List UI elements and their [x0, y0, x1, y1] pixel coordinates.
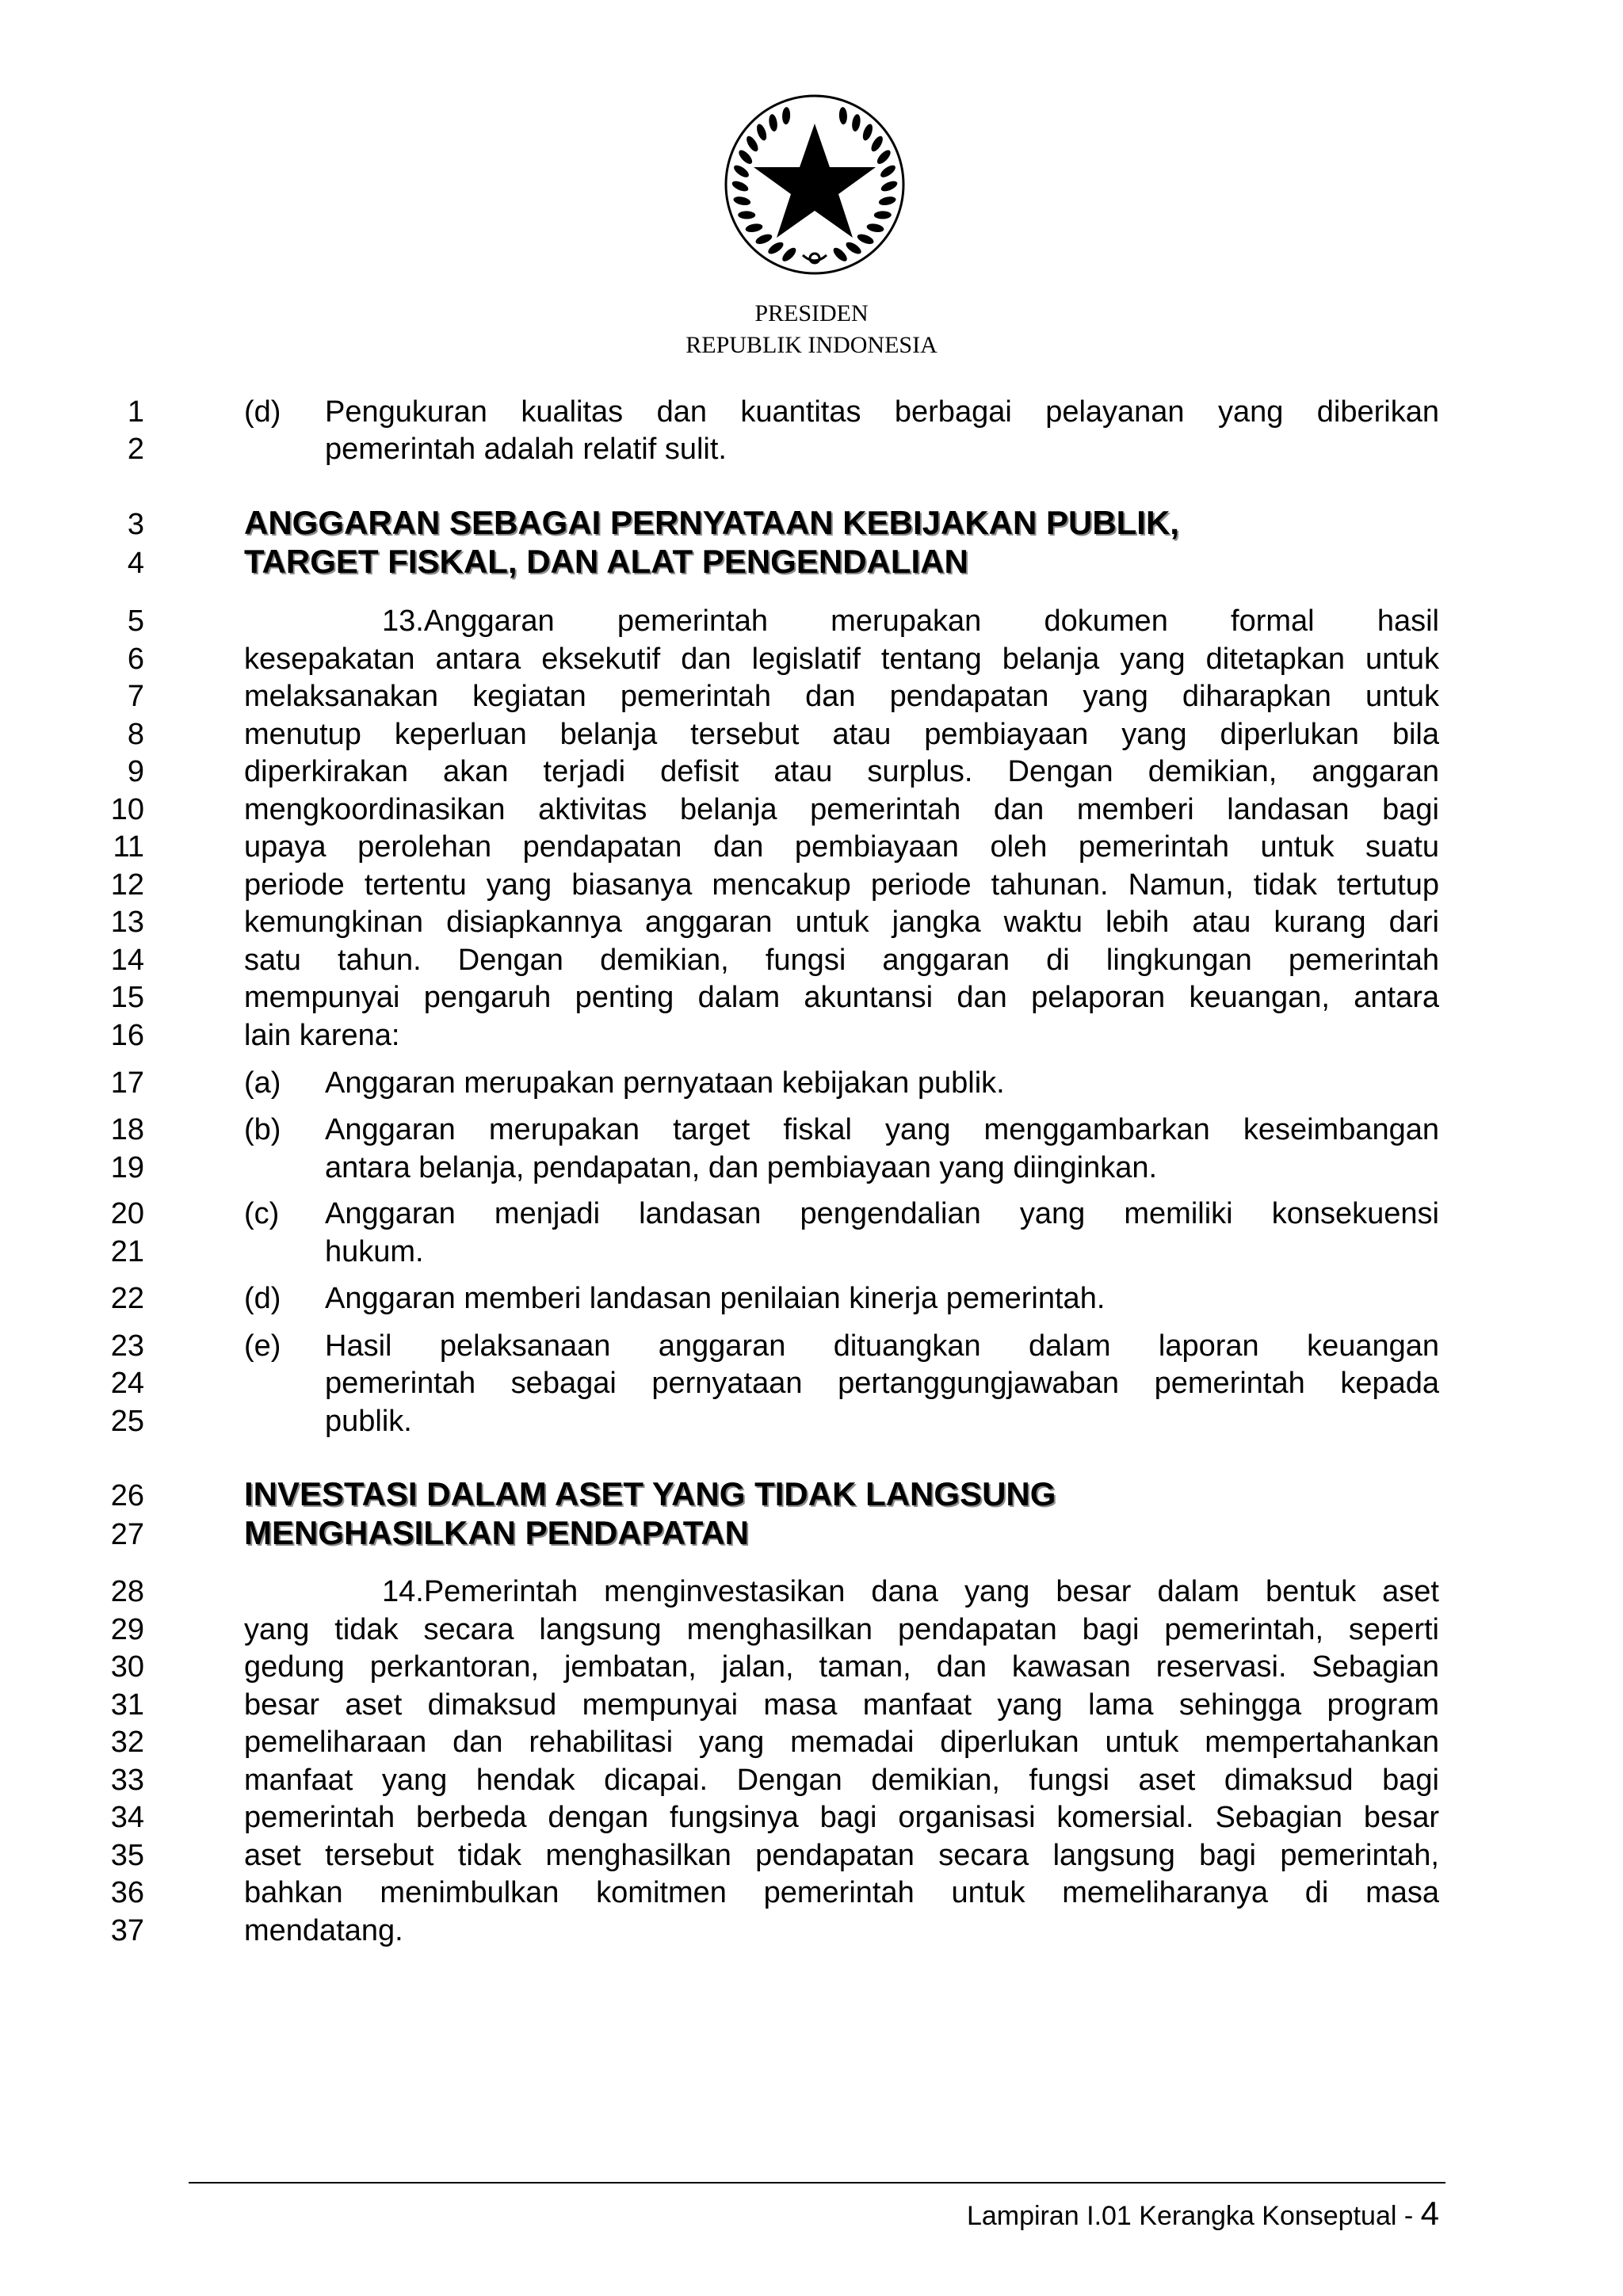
list-marker: (d)	[244, 1282, 281, 1315]
wreath-leaf	[780, 246, 798, 264]
line-number: 11	[113, 830, 144, 864]
wreath-leaf	[732, 195, 751, 206]
line-number: 14	[110, 944, 144, 977]
page-number: 4	[1420, 2195, 1439, 2232]
wreath-leaf	[875, 148, 892, 166]
text-line: pemerintah adalah relatif sulit.	[325, 433, 727, 466]
line-number: 2	[127, 433, 144, 466]
paragraph-line: manfaat yang hendak dicapai. Dengan demikian, fungsi aset dimaksud bagi	[244, 1764, 1439, 1797]
line-number: 21	[110, 1235, 144, 1268]
wreath-leaf	[869, 135, 885, 154]
paragraph-line: lain karena:	[244, 1019, 400, 1052]
line-number: 13	[110, 906, 144, 939]
section-heading: MENGHASILKAN PENDAPATAN	[244, 1514, 749, 1551]
line-number: 16	[110, 1019, 144, 1052]
footer-divider	[189, 2182, 1445, 2183]
list-item-line: Anggaran merupakan pernyataan kebijakan publik.	[325, 1066, 1005, 1100]
paragraph-line: kemungkinan disiapkannya anggaran untuk jangka waktu lebih atau kurang dari	[244, 906, 1439, 939]
line-number: 10	[110, 793, 144, 826]
line-number: 17	[110, 1066, 144, 1100]
line-number: 35	[110, 1839, 144, 1872]
wreath-leaf	[754, 232, 773, 246]
line-number: 34	[110, 1801, 144, 1834]
line-number: 32	[110, 1726, 144, 1759]
line-number: 6	[127, 643, 144, 676]
paragraph-line: kesepakatan antara eksekutif dan legislatif tentang belanja yang ditetapkan untuk	[244, 643, 1439, 676]
line-number: 18	[110, 1113, 144, 1146]
wreath-leaf	[732, 163, 751, 180]
wreath-leaf	[844, 240, 863, 256]
text-line: Pengukuran kualitas dan kuantitas berbagai pelayanan yang diberikan	[325, 395, 1439, 429]
line-number: 5	[127, 605, 144, 638]
header-republik-indonesia: REPUBLIK INDONESIA	[685, 332, 938, 358]
paragraph-line: bahkan menimbulkan komitmen pemerintah untuk memeliharanya di masa	[244, 1876, 1439, 1909]
list-item-line: hukum.	[325, 1235, 424, 1268]
paragraph-line: mempunyai pengaruh penting dalam akuntansi dan pelaporan keuangan, antara	[244, 981, 1439, 1014]
line-number: 24	[110, 1367, 144, 1400]
wreath-leaf	[755, 123, 769, 142]
line-number: 25	[110, 1405, 144, 1438]
list-item-line: Anggaran merupakan target fiskal yang menggambarkan keseimbangan	[325, 1113, 1439, 1146]
line-number: 22	[110, 1282, 144, 1315]
list-marker: (e)	[244, 1329, 281, 1363]
wreath-leaf	[851, 113, 861, 132]
list-marker: (a)	[244, 1066, 281, 1100]
paragraph-line: pemerintah berbeda dengan fungsinya bagi organisasi komersial. Sebagian besar	[244, 1801, 1439, 1834]
page-footer	[967, 2195, 1439, 2235]
line-number: 36	[110, 1876, 144, 1909]
line-number: 20	[110, 1197, 144, 1230]
wreath-leaf	[731, 179, 750, 193]
wreath-leaf	[745, 223, 763, 234]
paragraph-line: 13.Anggaran pemerintah merupakan dokumen formal hasil	[382, 605, 1439, 638]
line-number: 3	[127, 508, 144, 541]
line-number: 23	[110, 1329, 144, 1363]
wreath-leaf	[874, 211, 892, 219]
paragraph-line: melaksanakan kegiatan pemerintah dan pendapatan yang diharapkan untuk	[244, 680, 1439, 713]
wreath-leaf	[768, 113, 778, 132]
paragraph-line: mengkoordinasikan aktivitas belanja pemerintah dan memberi landasan bagi	[244, 793, 1439, 826]
line-number: 9	[127, 755, 144, 788]
paragraph-line: mendatang.	[244, 1914, 403, 1947]
paragraph-line: gedung perkantoran, jembatan, jalan, taman, dan kawasan reservasi. Sebagian	[244, 1650, 1439, 1684]
line-number: 8	[127, 718, 144, 751]
list-marker: (d)	[244, 395, 281, 429]
list-item-line: Hasil pelaksanaan anggaran dituangkan dalam laporan keuangan	[325, 1329, 1439, 1363]
wreath-leaf	[766, 240, 785, 256]
line-number: 19	[110, 1151, 144, 1184]
wreath-leaf	[782, 107, 791, 124]
line-number: 26	[110, 1479, 144, 1512]
line-number: 29	[110, 1613, 144, 1646]
wreath-leaf	[879, 163, 898, 180]
list-item-line: Anggaran menjadi landasan pengendalian yang memiliki konsekuensi	[325, 1197, 1439, 1230]
wreath-leaf	[838, 107, 847, 124]
line-number: 7	[127, 680, 144, 713]
section-heading: ANGGARAN SEBAGAI PERNYATAAN KEBIJAKAN PUBLIK,	[244, 504, 1179, 541]
presidential-emblem-icon	[716, 86, 914, 284]
paragraph-line: satu tahun. Dengan demikian, fungsi anggaran di lingkungan pemerintah	[244, 944, 1439, 977]
line-number: 28	[110, 1575, 144, 1608]
section-heading: TARGET FISKAL, DAN ALAT PENGENDALIAN	[244, 543, 968, 580]
line-number: 33	[110, 1764, 144, 1797]
list-item-line: Anggaran memberi landasan penilaian kinerja pemerintah.	[325, 1282, 1106, 1315]
list-item-line: publik.	[325, 1405, 412, 1438]
wreath-leaf	[866, 223, 884, 234]
list-marker: (c)	[244, 1197, 280, 1230]
wreath-leaf	[856, 232, 875, 246]
list-item-line: antara belanja, pendapatan, dan pembiayaan yang diinginkan.	[325, 1151, 1158, 1184]
paragraph-line: yang tidak secara langsung menghasilkan pendapatan bagi pemerintah, seperti	[244, 1613, 1439, 1646]
wreath-leaf	[880, 179, 899, 193]
line-number: 12	[110, 868, 144, 902]
line-number: 31	[110, 1688, 144, 1722]
line-number: 4	[127, 547, 144, 580]
list-marker: (b)	[244, 1113, 281, 1146]
paragraph-line: besar aset dimaksud mempunyai masa manfaat yang lama sehingga program	[244, 1688, 1439, 1722]
line-number: 15	[110, 981, 144, 1014]
line-number: 27	[110, 1518, 144, 1551]
wreath-leaf	[831, 246, 850, 264]
line-number: 1	[127, 395, 144, 429]
wreath-leaf	[878, 195, 897, 206]
header-presiden: PRESIDEN	[754, 300, 869, 326]
paragraph-line: pemeliharaan dan rehabilitasi yang memadai diperlukan untuk mempertahankan	[244, 1726, 1439, 1759]
wreath-leaf	[861, 123, 874, 142]
line-number: 37	[110, 1914, 144, 1947]
paragraph-line: 14.Pemerintah menginvestasikan dana yang besar dalam bentuk aset	[382, 1575, 1439, 1608]
paragraph-line: periode tertentu yang biasanya mencakup periode tahunan. Namun, tidak tertutup	[244, 868, 1439, 902]
list-item-line: pemerintah sebagai pernyataan pertanggungjawaban pemerintah kepada	[325, 1367, 1439, 1400]
wreath-leaf	[744, 135, 760, 154]
paragraph-line: upaya perolehan pendapatan dan pembiayaan oleh pemerintah untuk suatu	[244, 830, 1439, 864]
footer-label: Lampiran I.01 Kerangka Konseptual -	[966, 2201, 1414, 2231]
paragraph-line: menutup keperluan belanja tersebut atau pembiayaan yang diperlukan bila	[244, 718, 1439, 751]
paragraph-line: diperkirakan akan terjadi defisit atau surplus. Dengan demikian, anggaran	[244, 755, 1439, 788]
wreath-leaf	[738, 211, 755, 219]
line-number: 30	[110, 1650, 144, 1684]
wreath-leaf	[737, 148, 754, 166]
section-heading: INVESTASI DALAM ASET YANG TIDAK LANGSUNG	[244, 1475, 1056, 1512]
paragraph-line: aset tersebut tidak menghasilkan pendapatan secara langsung bagi pemerintah,	[244, 1839, 1439, 1872]
